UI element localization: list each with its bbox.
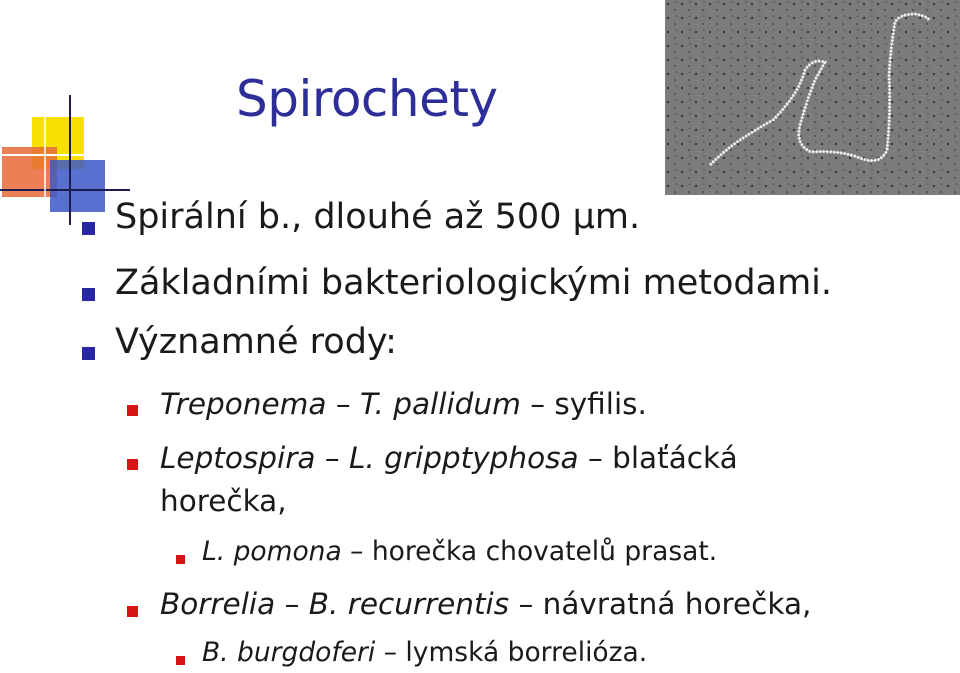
genus-borrelia: Borrelia	[160, 587, 276, 621]
decorative-squares	[0, 95, 130, 225]
row-pomona	[202, 536, 717, 567]
row-burgdoferi	[202, 637, 647, 668]
bullet-square-icon	[82, 222, 95, 235]
slide-title: Spirochety	[236, 70, 498, 128]
bullet-square-icon	[127, 606, 138, 617]
dash: –	[518, 587, 534, 621]
bullet-square-icon	[82, 288, 95, 301]
bullet-square-icon	[82, 347, 95, 360]
bullet-text-1: Spirální b., dlouhé až 500 μm.	[115, 197, 641, 237]
disease-pomona: horečka chovatelů prasat.	[371, 536, 718, 567]
bullet-text-3: Významné rody:	[115, 322, 397, 362]
spirochete-micrograph	[665, 0, 960, 195]
dash: –	[335, 387, 351, 421]
row-leptospira	[160, 441, 738, 475]
species-l-gripptyphosa: L. gripptyphosa	[348, 441, 579, 475]
bullet-text-2: Základními bakteriologickými metodami.	[115, 263, 833, 303]
species-b-recurrentis: B. recurrentis	[308, 587, 510, 621]
species-t-pallidum: T. pallidum	[359, 387, 521, 421]
genus-treponema: Treponema	[160, 387, 327, 421]
species-b-burgdoferi: B. burgdoferi	[202, 637, 376, 668]
dash: –	[284, 587, 300, 621]
disease-syfilis: syfilis.	[554, 387, 647, 421]
disease-navratna: návratná horečka,	[542, 587, 812, 621]
dash: –	[588, 441, 603, 475]
row-treponema	[160, 387, 647, 421]
dash: –	[350, 536, 364, 567]
bullet-square-icon	[127, 405, 138, 416]
dash: –	[383, 637, 397, 668]
bullet-square-icon	[127, 459, 138, 470]
disease-continuation: horečka,	[160, 484, 287, 518]
bullet-square-icon	[176, 656, 185, 665]
genus-leptospira: Leptospira	[160, 441, 316, 475]
row-borrelia	[160, 587, 811, 621]
dash: –	[324, 441, 340, 475]
bullet-square-icon	[176, 555, 185, 564]
disease-lymska: lymská borrelióza.	[405, 637, 648, 668]
species-l-pomona: L. pomona	[202, 536, 342, 567]
dash: –	[530, 387, 545, 421]
disease-blatacka: blaťácká	[612, 441, 738, 475]
